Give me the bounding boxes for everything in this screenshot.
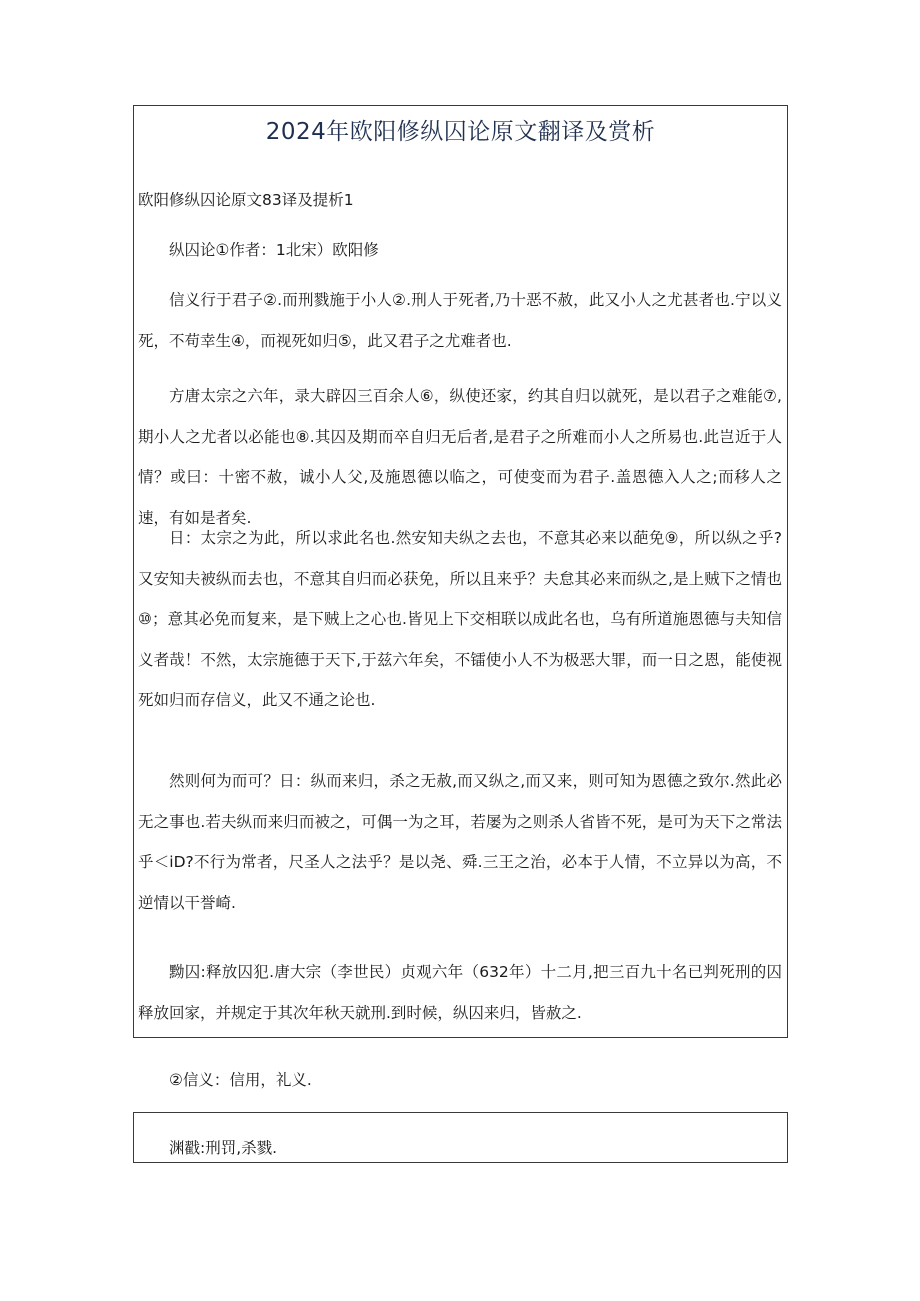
footnote-1: 黝囚:释放囚犯.唐大宗（李世民）贞观六年（632年）十二月,把三百九十名已判死刑的囚释放回家，并规定于其次年秋天就刑.到时候，纵囚来归，皆赦之.: [138, 963, 782, 1022]
document-subtitle: 欧阳修纵囚论原文83译及提析1: [138, 191, 354, 209]
paragraph-1: 信义行于君子②.而刑戮施于小人②.刑人于死者,乃十恶不赦，此又小人之尤甚者也.宁以义死，不苟幸生④，而视死如归⑤，此又君子之尤难者也.: [138, 291, 782, 350]
author-line: 纵囚论①作者：1北宋）欧阳修: [169, 241, 379, 259]
paragraph-4: 然则何为而可？日：纵而来归，杀之无赦,而又纵之,而又来，则可知为恩德之致尔.然此必无之事也.若夫纵而来归而被之，可偶一为之耳，若屡为之则杀人省皆不死，是可为天下之常法乎＜iD?不行为常者，尺圣人之法乎？是以尧、舜.三王之治，必本于人情，不立异以为高，不逆情以干誉崎.: [138, 772, 782, 912]
paragraph-2: 方唐太宗之六年，录大辟囚三百余人⑥，纵使还家，约其自归以就死，是以君子之难能⑦,期小人之尤者以必能也⑧.其囚及期而卒自归无后者,是君子之所难而小人之所易也.此岂近于人情？或曰：十密不赦，诚小人父,及施恩德以临之，可使变而为君子.盖恩德入人之;而移人之速，有如是者矣.: [138, 387, 782, 527]
paragraph-3: 日：太宗之为此，所以求此名也.然安知夫纵之去也，不意其必来以葩免⑨，所以纵之乎?又安知夫被纵而去也，不意其自归而必获免，所以且来乎？夫怠其必来而纵之,是上贼下之情也⑩；意其必免而复来，是下贼上之心也.皆见上下交相联以成此名也，乌有所道施恩德与夫知信义者哉！不然，太宗施德于天下,于兹六年矣，不镭使小人不为极恶大罪，而一日之恩，能使视死如归而存信义，此又不通之论也.: [138, 529, 782, 709]
document-title: 2024年欧阳修纵囚论原文翻译及赏析: [265, 119, 656, 145]
footnote-3: 渊戳:刑罚,杀戮.: [169, 1139, 278, 1157]
footnote-2: ②信义：信用，礼义.: [169, 1071, 312, 1089]
